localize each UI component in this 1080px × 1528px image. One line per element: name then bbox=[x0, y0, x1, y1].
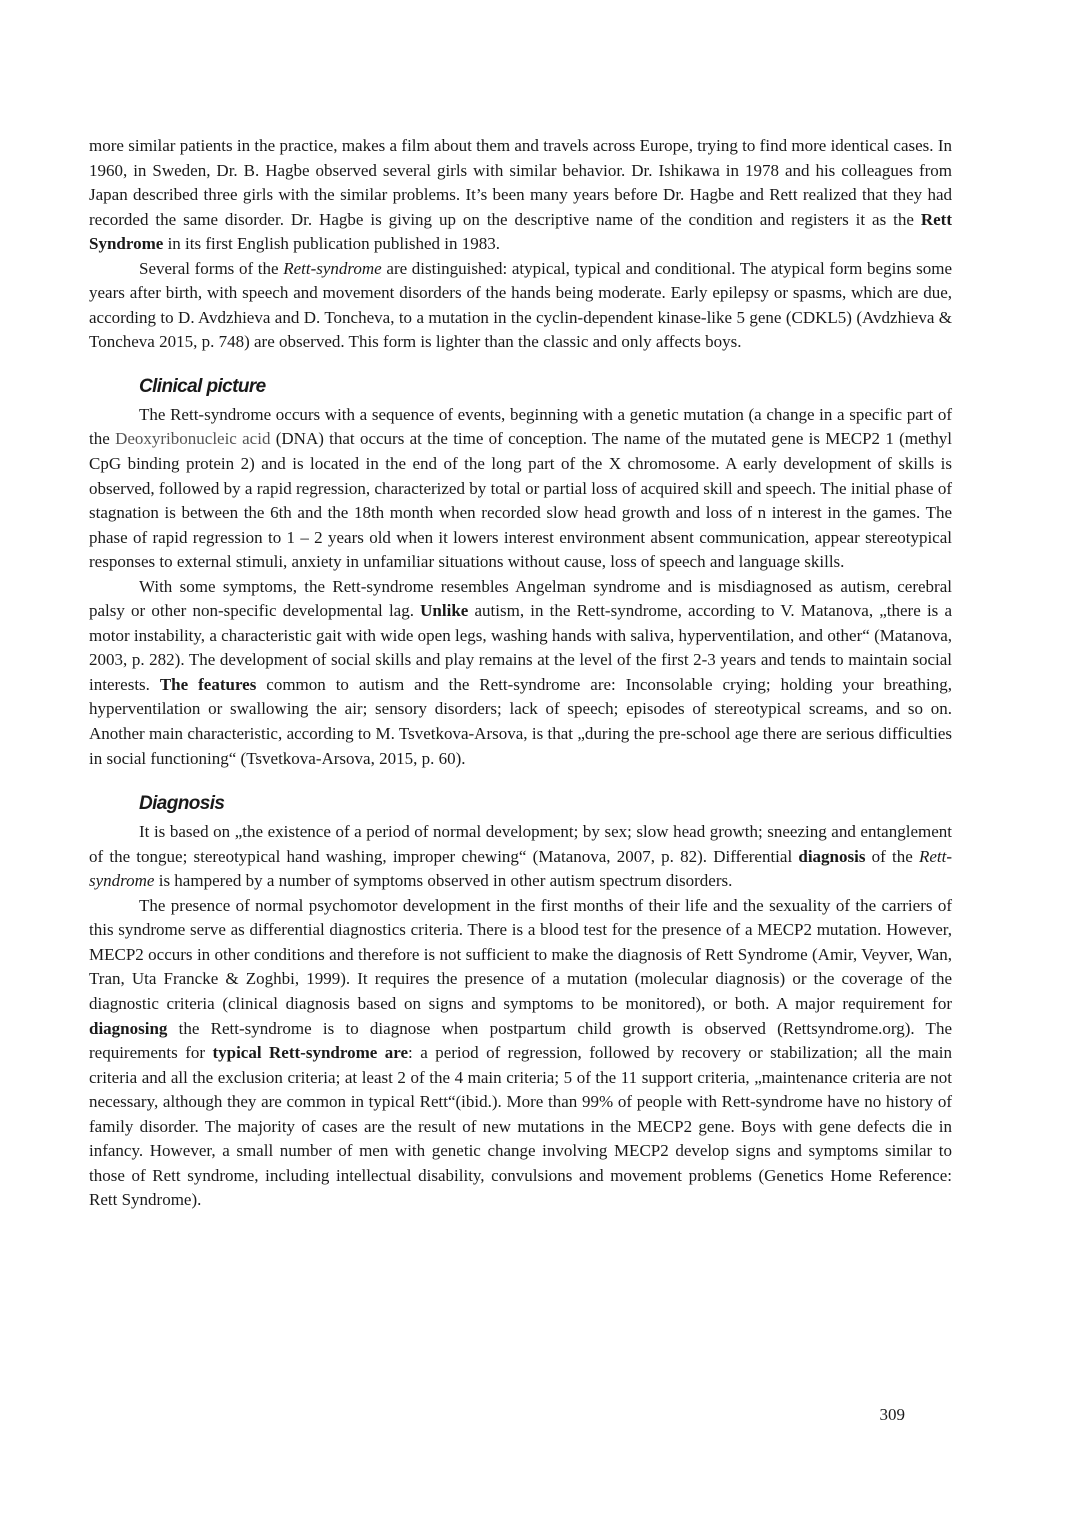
paragraph-history: more similar patients in the practice, makes a film about them and travels across Europe, trying to find more identical cases. In 1960, in Sweden, Dr. B. Hagbe observed several girls with similar behavior. Dr. Ishikawa in 1978 and his colleagues from Japan described three girls with the similar problems. It’s been many years before Dr. Hagbe and Rett realized that they had recorded the same disorder. Dr. Hagbe is giving up on the descriptive name of the condition and registers it as the Rett Syndrome in its first English publication published in 1983. bbox=[89, 136, 952, 254]
heading-clinical-picture: Clinical picture bbox=[139, 375, 266, 397]
paragraph-forms: Several forms of the Rett-syndrome are distinguished: atypical, typical and conditional. The atypical form begins some years after birth, with speech and movement disorders of the hands being moderate. Early epilepsy or spasms, which are due, according to D. Avdzhieva and D. Toncheva, to a mutation in the cyclin-dependent kinase-like 5 gene (CDKL5) (Avdzhieva & Toncheva 2015, p. 748) are observed. This form is lighter than the classic and only affects boys. bbox=[89, 258, 952, 352]
paragraph-clinical-sequence: The Rett-syndrome occurs with a sequence of events, beginning with a genetic mutation (a change in a specific part of the Deoxyribonucleic acid (DNA) that occurs at the time of conception. The name of the mutated gene is MECP2 1 (methyl CpG binding protein 2) and is located in the end of the long part of the X chromosome. A early development of skills is observed, followed by a rapid regression, characterized by total or partial loss of acquired skill and speech. The initial phase of stagnation is between the 6th and the 18th month when recorded slow head growth and loss of n interest in the games. The phase of rapid regression to 1 – 2 years old when it lowers interest environment absent communication, appear stereotypical responses to external stimuli, anxiety in unfamiliar situations without cause, loss of speech and language skills. bbox=[89, 404, 952, 572]
paragraph-diagnosis-basis: It is based on „the existence of a period of normal development; by sex; slow head growth; sneezing and entanglement of the tongue; stereotypical hand washing, improper chewing“ (Matanova, 2007, p. 82). Differential diagnosis of the Rett-syndrome is hampered by a number of symptoms observed in other autism spectrum disorders. bbox=[89, 822, 952, 891]
heading-diagnosis: Diagnosis bbox=[139, 793, 225, 815]
term-rett-syndrome: Rett Syndrome bbox=[89, 209, 952, 254]
paragraph-diagnosis-criteria: The presence of normal psychomotor development in the first months of their life and the sexuality of the carriers of this syndrome serve as differential diagnostics criteria. There is a blood test for the presence of a MECP2 mutation. However, MECP2 occurs in other conditions and therefore is not sufficient to make the diagnosis of Rett Syndrome (Amir, Veyver, Wan, Tran, Uta Francke & Zoghbi, 1999). It requires the presence of a mutation (molecular diagnosis) or the coverage of the diagnostic criteria (clinical diagnosis based on signs and symptoms to be monitored), or both. A major requirement for diagnosing the Rett-syndrome is to diagnose when postpartum child growth is observed (Rettsyndrome.org). The requirements for typical Rett-syndrome are: a period of regression, followed by recovery or stabilization; all the main criteria and all the exclusion criteria; at least 2 of the 4 main criteria; 5 of the 11 support criteria, „maintenance criteria are not necessary, although they are common in typical Rett“(ibid.). More than 99% of people with Rett-syndrome have no history of family disorder. The majority of cases are the result of new mutations in the MECP2 gene. Boys with gene defects die in infancy. However, a small number of men with genetic change involving MECP2 develop signs and symptoms similar to those of Rett syndrome, including intellectual disability, convulsions and movement problems (Genetics Home Reference: Rett Syndrome). bbox=[89, 895, 952, 1210]
page-number: 309 bbox=[879, 1405, 905, 1424]
page-body bbox=[89, 134, 952, 1213]
term-dna: Deoxyribonucleic acid bbox=[115, 429, 271, 449]
paragraph-clinical-symptoms: With some symptoms, the Rett-syndrome resembles Angelman syndrome and is misdiagnosed as autism, cerebral palsy or other non-specific developmental lag. Unlike autism, in the Rett-syndrome, according to V. Matanova, „there is a motor instability, a characteristic gait with wide open legs, washing hands with saliva, hyperventilation, and other“ (Matanova, 2003, p. 282). The development of social skills and play remains at the level of the first 2-3 years and tends to maintain social interests. The features common to autism and the Rett-syndrome are: Inconsolable crying; holding your breathing, hyperventilation or swallowing the air; sensory disorders; lack of speech; episodes of stereotypical screams, and so on. Another main characteristic, according to M. Tsvetkova-Arsova, is that „during the pre-school age there are serious difficulties in social functioning“ (Tsvetkova-Arsova, 2015, p. 60). bbox=[89, 576, 953, 768]
